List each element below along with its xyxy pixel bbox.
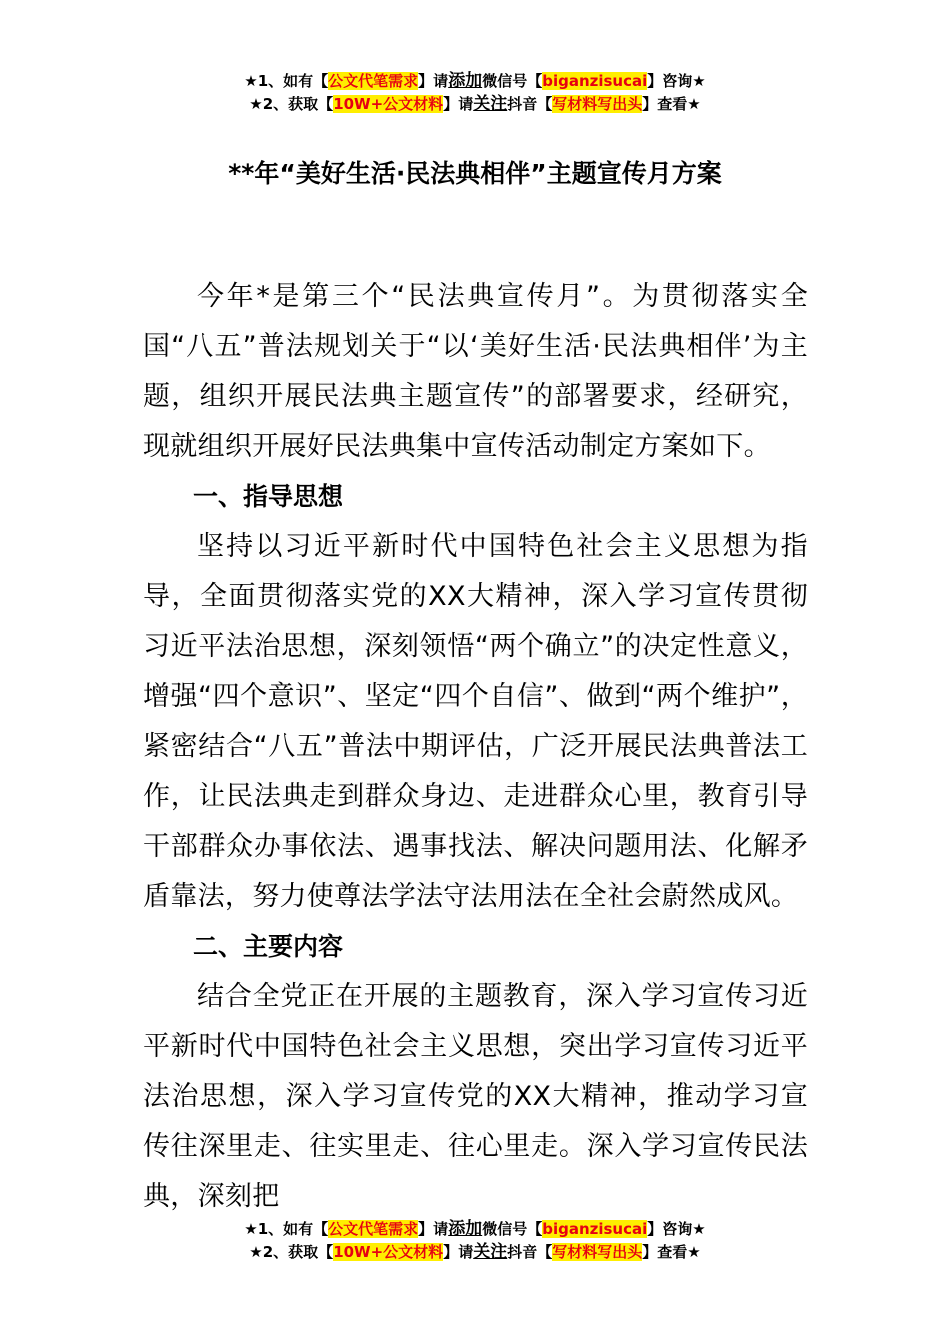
section-heading: 二、主要内容	[193, 932, 344, 961]
promo-text: 微信号【	[482, 72, 543, 90]
promo-text: ★2、获取【	[249, 1243, 334, 1261]
promo-line-2	[0, 1241, 950, 1264]
promo-emphasis: 添加	[448, 1219, 483, 1239]
promo-banner-top	[0, 70, 950, 116]
promo-emphasis: 关注	[473, 1242, 508, 1262]
promo-highlight: 公文代笔需求	[328, 72, 419, 90]
promo-text: 】咨询★	[647, 72, 706, 90]
section-heading: 一、指导思想	[193, 482, 344, 511]
promo-emphasis: 添加	[448, 71, 483, 91]
promo-text: 抖音【	[507, 95, 553, 113]
promo-text: ★2、获取【	[249, 95, 334, 113]
section-paragraph: 坚持以习近平新时代中国特色社会主义思想为指导，全面贯彻落实党的XX大精神，深入学习宣传贯彻习近平法治思想，深刻领悟“两个确立”的决定性意义，增强“四个意识”、坚定“四个自信”、做到“两个维护”，紧密结合“八五”普法中期评估，广泛开展民法典普法工作，让民法典走到群众身边、走进群众心里，教育引导干部群众办事依法、遇事找法、解决问题用法、化解矛盾靠法，努力使尊法学法守法用法在全社会蔚然成风。	[143, 531, 808, 912]
document-body	[143, 272, 808, 1222]
promo-text: 】咨询★	[647, 1220, 706, 1238]
promo-text: ★1、如有【	[244, 1220, 329, 1238]
promo-text: 】请	[443, 95, 474, 113]
promo-text: ★1、如有【	[244, 72, 329, 90]
promo-highlight: 写材料写出头	[552, 95, 643, 113]
promo-highlight: 写材料写出头	[552, 1243, 643, 1261]
promo-highlight: 10W+公文材料	[333, 95, 444, 113]
section-paragraph: 结合全党正在开展的主题教育，深入学习宣传习近平新时代中国特色社会主义思想，突出学习宣传习近平法治思想，深入学习宣传党的XX大精神，推动学习宣传往深里走、往实里走、往心里走。深入学习宣传民法典，深刻把	[143, 981, 808, 1212]
promo-emphasis: 关注	[473, 94, 508, 114]
promo-text: 】请	[418, 1220, 449, 1238]
promo-text: 】请	[418, 72, 449, 90]
promo-line-2	[0, 93, 950, 116]
promo-highlight: biganzisucai	[542, 72, 648, 90]
promo-line-1	[0, 1218, 950, 1241]
promo-highlight: biganzisucai	[542, 1220, 648, 1238]
promo-text: 微信号【	[482, 1220, 543, 1238]
promo-text: 】查看★	[642, 95, 701, 113]
promo-line-1	[0, 70, 950, 93]
document-title: **年“美好生活·民法典相伴”主题宣传月方案	[228, 159, 722, 188]
promo-banner-bottom	[0, 1218, 950, 1264]
promo-highlight: 10W+公文材料	[333, 1243, 444, 1261]
promo-highlight: 公文代笔需求	[328, 1220, 419, 1238]
promo-text: 】请	[443, 1243, 474, 1261]
intro-paragraph: 今年*是第三个“民法典宣传月”。为贯彻落实全国“八五”普法规划关于“以‘美好生活·民法典相伴’为主题，组织开展民法典主题宣传”的部署要求，经研究，现就组织开展好民法典集中宣传活动制定方案如下。	[143, 281, 808, 462]
promo-text: 抖音【	[507, 1243, 553, 1261]
promo-text: 】查看★	[642, 1243, 701, 1261]
